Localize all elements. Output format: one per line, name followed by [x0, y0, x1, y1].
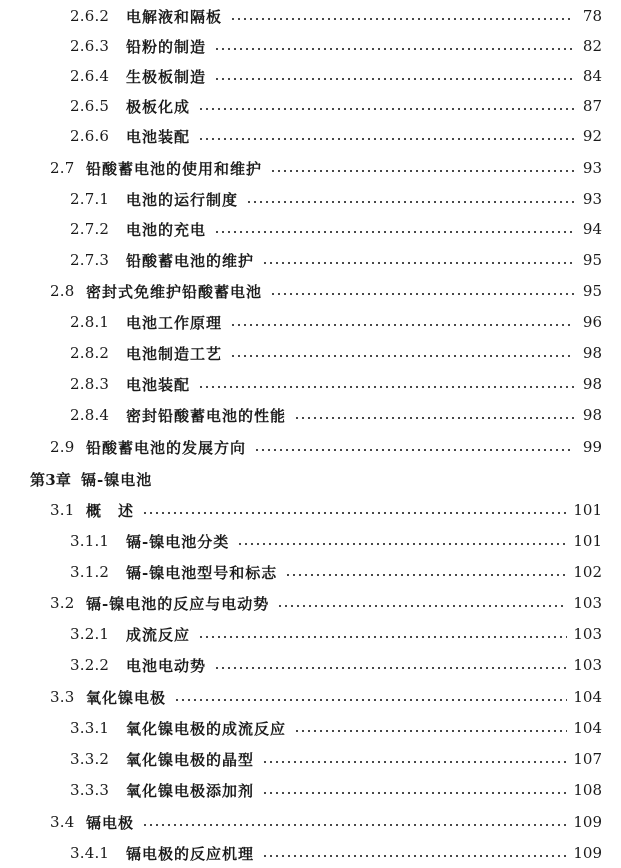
section-title: 氧化镍电极的晶型 — [126, 750, 255, 769]
section-title: 电池工作原理 — [126, 313, 223, 332]
toc-entry-2-7-3[interactable] — [70, 247, 602, 273]
toc-entry-3-4-1[interactable] — [70, 840, 602, 866]
page-number: 93 — [582, 159, 602, 177]
page-number: 98 — [582, 406, 602, 424]
toc-entry-3-2[interactable] — [50, 590, 602, 616]
dot-leader — [294, 730, 567, 732]
toc-entry-3-1-1[interactable] — [70, 528, 602, 554]
toc-entry-2-7[interactable] — [50, 155, 602, 181]
toc-chapter-3[interactable] — [30, 466, 602, 492]
dot-leader — [277, 605, 567, 607]
section-number: 3.1 — [50, 501, 75, 519]
section-title: 电池的充电 — [126, 220, 207, 239]
section-number: 2.6.2 — [70, 7, 110, 25]
page-number: 98 — [582, 344, 602, 362]
section-number: 3.3.1 — [70, 719, 110, 737]
page-number: 108 — [573, 781, 602, 799]
toc-entry-3-1[interactable] — [50, 497, 602, 523]
page-number: 102 — [573, 563, 602, 581]
section-title: 电池装配 — [126, 375, 191, 394]
dot-leader — [214, 231, 574, 233]
section-number: 2.8.3 — [70, 375, 110, 393]
section-number: 2.6.4 — [70, 67, 110, 85]
section-title: 电池装配 — [126, 127, 191, 146]
page-number: 93 — [582, 190, 602, 208]
section-number: 2.7.1 — [70, 190, 110, 208]
page-number: 103 — [573, 594, 602, 612]
toc-entry-2-8-4[interactable] — [70, 402, 602, 428]
section-number: 3.2.2 — [70, 656, 110, 674]
toc-entry-2-8-1[interactable] — [70, 309, 602, 335]
section-number: 2.7 — [50, 159, 75, 177]
section-number: 2.7.2 — [70, 220, 110, 238]
dot-leader — [294, 417, 574, 419]
dot-leader — [198, 386, 574, 388]
page-number: 95 — [582, 282, 602, 300]
section-title: 电池制造工艺 — [126, 344, 223, 363]
dot-leader — [270, 170, 574, 172]
dot-leader — [214, 78, 574, 80]
section-number: 2.8.2 — [70, 344, 110, 362]
section-title: 镉-镍电池型号和标志 — [126, 563, 278, 582]
section-title: 电池的运行制度 — [126, 190, 239, 209]
chapter-number: 第3章 — [30, 470, 72, 489]
dot-leader — [198, 636, 567, 638]
dot-leader — [262, 761, 567, 763]
page-number: 104 — [573, 719, 602, 737]
section-title: 氧化镍电极 — [86, 688, 167, 707]
toc-entry-2-8[interactable] — [50, 278, 602, 304]
section-number: 3.2.1 — [70, 625, 110, 643]
section-title: 镉电极的反应机理 — [126, 844, 255, 863]
section-number: 3.4 — [50, 813, 75, 831]
dot-leader — [262, 855, 567, 857]
toc-entry-3-3-1[interactable] — [70, 715, 602, 741]
dot-leader — [214, 667, 567, 669]
section-number: 2.8.4 — [70, 406, 110, 424]
page-number: 109 — [573, 844, 602, 862]
section-title: 密封铅酸蓄电池的性能 — [126, 406, 287, 425]
section-number: 3.1.1 — [70, 532, 110, 550]
page-number: 103 — [573, 656, 602, 674]
section-number: 3.3 — [50, 688, 75, 706]
dot-leader — [214, 48, 574, 50]
page-number: 109 — [573, 813, 602, 831]
dot-leader — [262, 262, 574, 264]
section-number: 3.3.2 — [70, 750, 110, 768]
toc-entry-3-2-1[interactable] — [70, 621, 602, 647]
toc-entry-2-6-5[interactable] — [70, 93, 602, 119]
toc-entry-2-6-6[interactable] — [70, 123, 602, 149]
section-number: 2.8.1 — [70, 313, 110, 331]
section-title: 铅粉的制造 — [126, 37, 207, 56]
dot-leader — [254, 449, 574, 451]
page-number: 92 — [582, 127, 602, 145]
section-title: 极板化成 — [126, 97, 191, 116]
page-number: 98 — [582, 375, 602, 393]
section-title: 铅酸蓄电池的维护 — [126, 251, 255, 270]
dot-leader — [262, 792, 567, 794]
section-title: 铅酸蓄电池的发展方向 — [86, 438, 247, 457]
toc-entry-2-7-2[interactable] — [70, 216, 602, 242]
toc-entry-2-8-3[interactable] — [70, 371, 602, 397]
chapter-title: 镉-镍电池 — [81, 470, 153, 489]
toc-entry-3-4[interactable] — [50, 809, 602, 835]
section-title: 镉-镍电池分类 — [126, 532, 230, 551]
dot-leader — [270, 293, 574, 295]
page-number: 101 — [573, 501, 602, 519]
dot-leader — [230, 355, 574, 357]
section-number: 2.6.3 — [70, 37, 110, 55]
page-number: 96 — [582, 313, 602, 331]
toc-entry-2-6-2[interactable] — [70, 3, 602, 29]
section-number: 3.2 — [50, 594, 75, 612]
dot-leader — [198, 138, 574, 140]
dot-leader — [230, 18, 574, 20]
toc-entry-2-6-4[interactable] — [70, 63, 602, 89]
toc-entry-2-7-1[interactable] — [70, 186, 602, 212]
dot-leader — [285, 574, 567, 576]
section-title: 电池电动势 — [126, 656, 207, 675]
section-title: 铅酸蓄电池的使用和维护 — [86, 159, 263, 178]
section-title: 概 述 — [86, 501, 135, 520]
page-number: 82 — [582, 37, 602, 55]
section-number: 2.7.3 — [70, 251, 110, 269]
page-number: 87 — [582, 97, 602, 115]
section-title: 密封式免维护铅酸蓄电池 — [86, 282, 263, 301]
dot-leader — [174, 699, 567, 701]
page-number: 94 — [582, 220, 602, 238]
toc-entry-3-3-2[interactable] — [70, 746, 602, 772]
dot-leader — [142, 824, 567, 826]
toc-entry-2-8-2[interactable] — [70, 340, 602, 366]
section-number: 2.6.6 — [70, 127, 110, 145]
page-number: 107 — [573, 750, 602, 768]
section-title: 生极板制造 — [126, 67, 207, 86]
section-title: 氧化镍电极添加剂 — [126, 781, 255, 800]
toc-entry-3-2-2[interactable] — [70, 652, 602, 678]
section-number: 3.4.1 — [70, 844, 110, 862]
section-title: 镉电极 — [86, 813, 135, 832]
page-number: 101 — [573, 532, 602, 550]
dot-leader — [237, 543, 567, 545]
dot-leader — [198, 108, 574, 110]
section-title: 氧化镍电极的成流反应 — [126, 719, 287, 738]
page-number: 95 — [582, 251, 602, 269]
section-title: 电解液和隔板 — [126, 7, 223, 26]
page-number: 99 — [582, 438, 602, 456]
toc-entry-2-9[interactable] — [50, 434, 602, 460]
toc-entry-3-1-2[interactable] — [70, 559, 602, 585]
section-title: 成流反应 — [126, 625, 191, 644]
section-number: 3.1.2 — [70, 563, 110, 581]
section-title: 镉-镍电池的反应与电动势 — [86, 594, 270, 613]
page-number: 104 — [573, 688, 602, 706]
dot-leader — [246, 201, 574, 203]
page-number: 78 — [582, 7, 602, 25]
dot-leader — [142, 512, 567, 514]
section-number: 2.6.5 — [70, 97, 110, 115]
toc-entry-3-3-3[interactable] — [70, 777, 602, 803]
toc-entry-2-6-3[interactable] — [70, 33, 602, 59]
dot-leader — [230, 324, 574, 326]
section-number: 2.9 — [50, 438, 75, 456]
section-number: 2.8 — [50, 282, 75, 300]
page-number: 84 — [582, 67, 602, 85]
toc-entry-3-3[interactable] — [50, 684, 602, 710]
page-number: 103 — [573, 625, 602, 643]
section-number: 3.3.3 — [70, 781, 110, 799]
